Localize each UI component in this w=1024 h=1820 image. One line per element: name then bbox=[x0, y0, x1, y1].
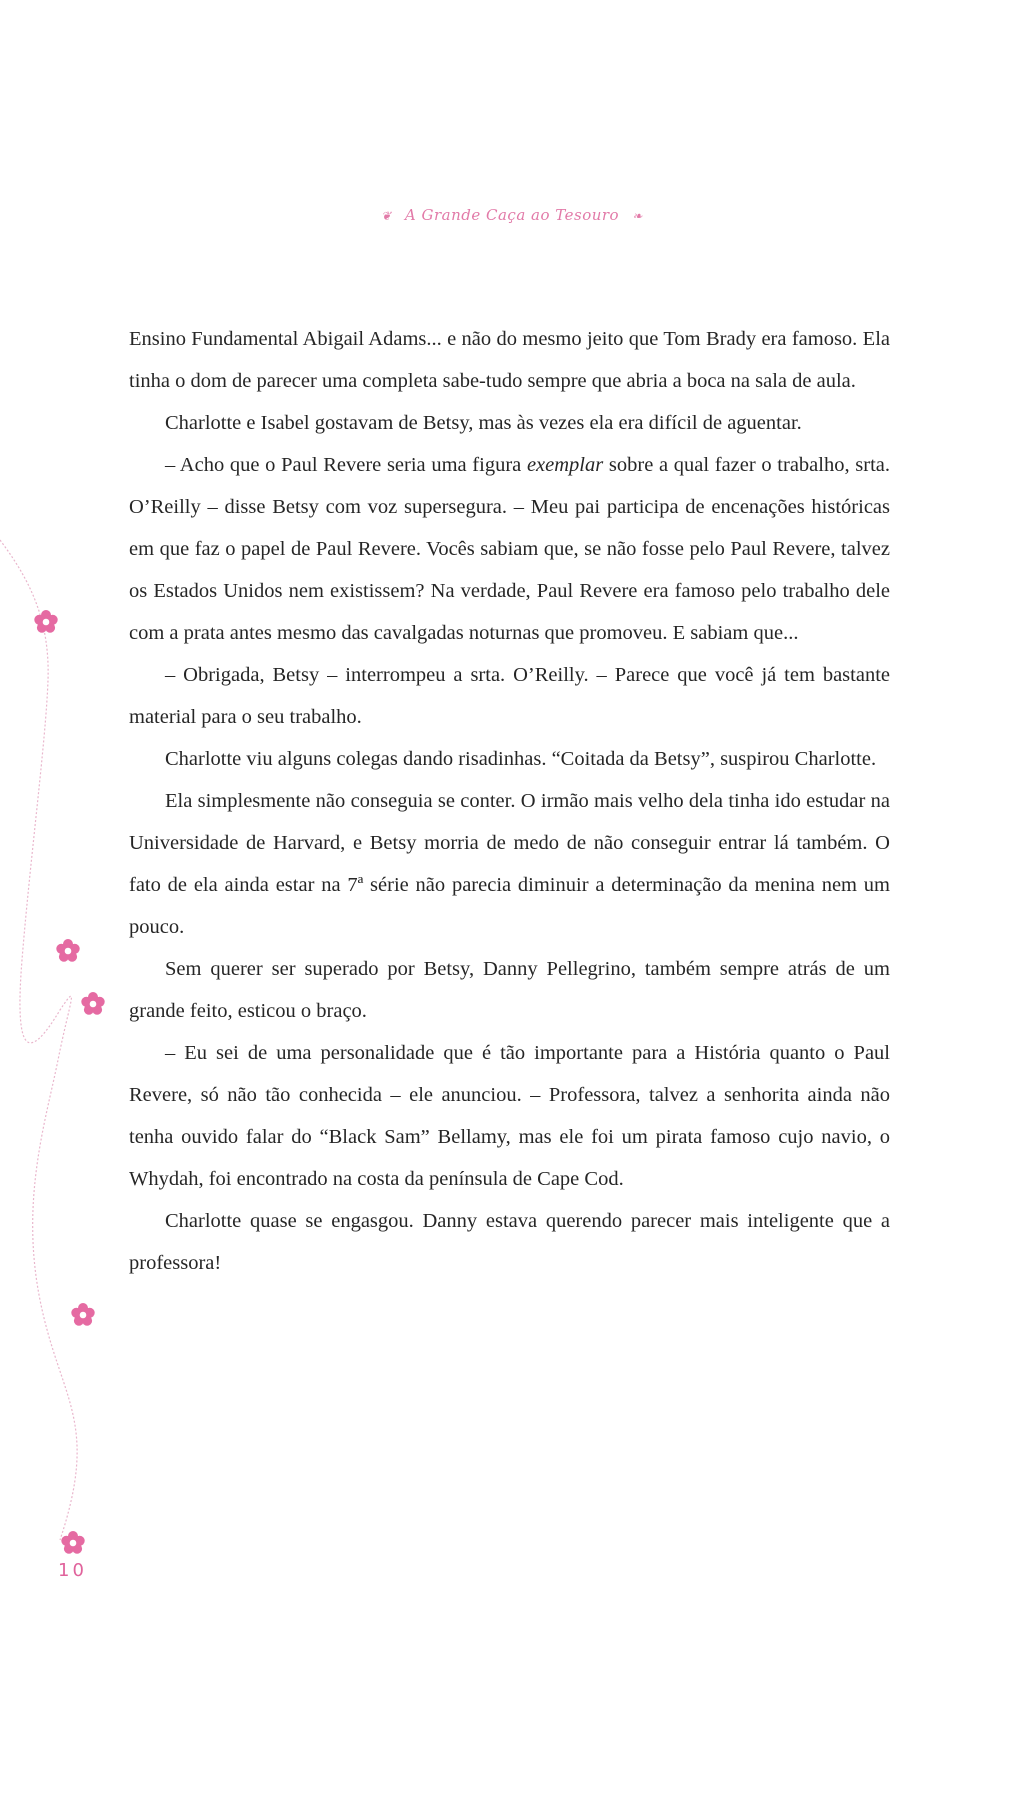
flower-icon bbox=[70, 1302, 96, 1328]
paragraph: Ela simplesmente não conseguia se conter. O irmão mais velho dela tinha ido estudar na Universidade de Harvard, e Betsy morria de medo de não conseguir entrar lá também. O fato de ela ainda estar na 7ª série não parecia diminuir a determinação da menina nem um pouco. bbox=[129, 790, 890, 938]
flower-icon bbox=[80, 991, 106, 1017]
text-run: sobre a qual fazer o trabalho, srta. O’Reilly – disse Betsy com voz supersegura. – Meu pai participa de encenações históricas em que faz o papel de Paul Revere. Vocês sabiam que, se não fosse pelo Paul Revere, talvez os Estados Unidos nem existissem? Na verdade, Paul Revere era famoso pelo trabalho dele com a prata antes mesmo das cavalgadas noturnas que promoveu. E sabiam que... bbox=[129, 454, 890, 644]
page-body bbox=[129, 318, 890, 1284]
flower-icon bbox=[55, 938, 81, 964]
paragraph: Sem querer ser superado por Betsy, Danny Pellegrino, também sempre atrás de um grande feito, esticou o braço. bbox=[129, 958, 890, 1022]
text-run: – Acho que o Paul Revere seria uma figura bbox=[165, 454, 527, 476]
paragraph: – Eu sei de uma personalidade que é tão importante para a História quanto o Paul Revere, só não tão conhecida – ele anunciou. – Professora, talvez a senhorita ainda não tenha ouvido falar do “Black Sam” Bellamy, mas ele foi um pirata famoso cujo navio, o Whydah, foi encontrado na costa da península de Cape Cod. bbox=[129, 1042, 890, 1190]
flower-icon bbox=[33, 609, 59, 635]
ornament-right-icon: ❧ bbox=[632, 209, 643, 223]
paragraph: Ensino Fundamental Abigail Adams... e não do mesmo jeito que Tom Brady era famoso. Ela tinha o dom de parecer uma completa sabe-tudo sempre que abria a boca na sala de aula. bbox=[129, 328, 890, 392]
paragraph: Charlotte quase se engasgou. Danny estava querendo parecer mais inteligente que a professora! bbox=[129, 1210, 890, 1274]
ornament-left-icon: ❦ bbox=[381, 209, 392, 223]
paragraph bbox=[129, 444, 890, 654]
running-header bbox=[0, 206, 1024, 224]
flower-icon bbox=[60, 1530, 86, 1556]
book-title: A Grande Caça ao Tesouro bbox=[404, 206, 620, 224]
paragraph: – Obrigada, Betsy – interrompeu a srta. O’Reilly. – Parece que você já tem bastante material para o seu trabalho. bbox=[129, 664, 890, 728]
paragraph: Charlotte e Isabel gostavam de Betsy, mas às vezes ela era difícil de aguentar. bbox=[165, 412, 802, 434]
emphasis: exemplar bbox=[526, 454, 604, 476]
page-number: 10 bbox=[58, 1560, 87, 1581]
paragraph: Charlotte viu alguns colegas dando risadinhas. “Coitada da Betsy”, suspirou Charlotte. bbox=[165, 748, 877, 770]
